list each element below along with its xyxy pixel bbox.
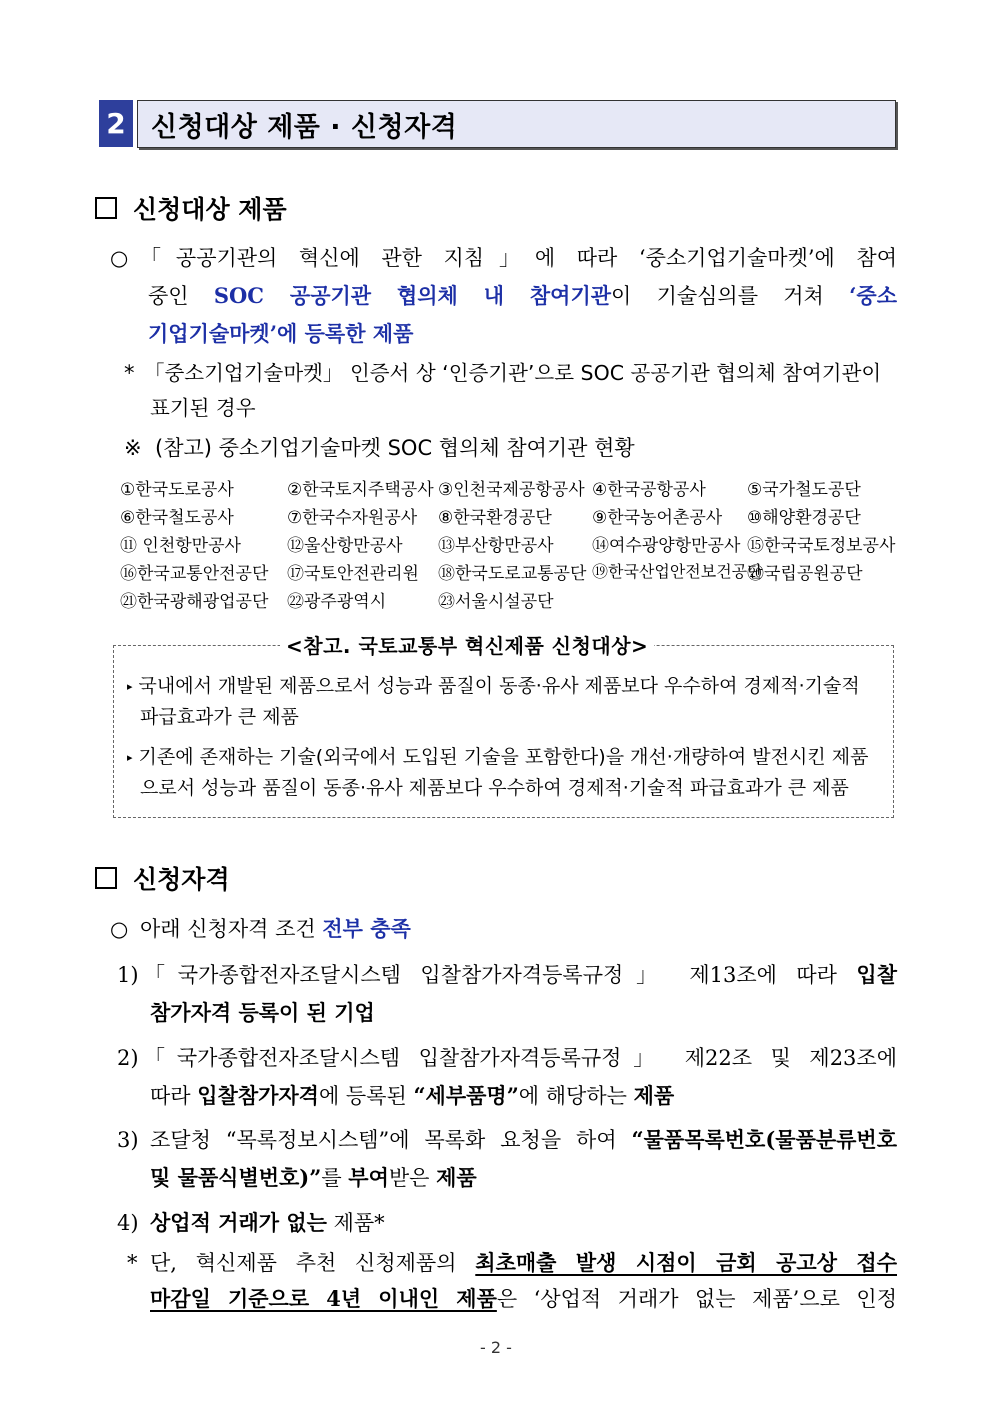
qualification-item-3-line-2: 및 물품식별번호)”를 부여받은 제품 (150, 1165, 477, 1190)
org-item: ⑥한국철도공사 (120, 508, 234, 528)
reference-line: (참고) 중소기업기술마켓 SOC 협의체 참여기관 현황 (155, 436, 635, 460)
section-number: 2 (99, 100, 133, 147)
triangle-bullet-icon: ▸ (127, 680, 133, 693)
org-item: ⑤국가철도공단 (747, 480, 861, 500)
org-item: ⑦한국수자원공사 (287, 508, 418, 528)
org-item: ⑳국립공원공단 (747, 564, 863, 584)
reference-item-2-line-1: ▸ 기존에 존재하는 기술(외국에서 도입된 기술을 포함한다)을 개선·개량하여 발전시킨 제품 (127, 746, 869, 768)
org-item: ⑱한국도로교통공단 (438, 564, 587, 584)
org-item: ㉓서울시설공단 (438, 592, 554, 612)
page-number: - 2 - (480, 1338, 512, 1357)
checkbox-square-icon (95, 197, 117, 219)
qualification-heading: 신청자격 (95, 860, 230, 896)
qualification-intro: 아래 신청자격 조건 전부 충족 (140, 916, 411, 941)
org-item: ⑲한국산업안전보건공단 (592, 562, 763, 581)
soc-agencies-emphasis: SOC 공공기관 협의체 내 참여기관 (213, 283, 612, 308)
products-note-mark: * (124, 361, 135, 385)
org-item: ⑪ 인천항만공사 (120, 536, 241, 556)
qualification-note-line-1: 단, 혁신제품 추천 신청제품의 최초매출 발생 시점이 금회 공고상 접수 (150, 1250, 897, 1275)
org-item: ㉒광주광역시 (287, 592, 387, 612)
org-item: ⑨한국농어촌공사 (592, 508, 723, 528)
qualification-note-line-2: 마감일 기준으로 4년 이내인 제품은 ‘상업적 거래가 없는 제품’으로 인정 (150, 1286, 897, 1311)
products-line-2: 중인 SOC 공공기관 협의체 내 참여기관이 기술심의를 거쳐 ‘중소 (148, 283, 897, 308)
reference-mark: ※ (124, 436, 142, 460)
products-note-line-1: 「중소기업기술마켓」 인증서 상 ‘인증기관’으로 SOC 공공기관 협의체 참여기관이 (144, 361, 882, 385)
qualification-item-2-line-1: 「국가종합전자조달시스템 입찰참가자격등록규정」 제22조 및 제23조에 (144, 1046, 897, 1070)
org-item: ⑫울산항만공사 (287, 536, 403, 556)
reference-item-2-line-2: 으로서 성능과 품질이 동종·유사 제품보다 우수하여 경제적·기술적 파급효과가 큰 제품 (140, 777, 849, 799)
products-line-1: 「공공기관의 혁신에 관한 지침」에 따라 ‘중소기업기술마켓’에 참여 (140, 246, 897, 270)
qualification-item-1-line-2: 참가자격 등록이 된 기업 (150, 1000, 375, 1025)
org-item: ⑧한국환경공단 (438, 508, 552, 528)
qualification-item-1-number: 1) (117, 963, 139, 987)
qualification-note-mark: * (127, 1251, 138, 1275)
qualification-item-3-line-1: 조달청 “목록정보시스템”에 목록화 요청을 하여 “물품목록번호(물품분류번호 (150, 1127, 897, 1152)
org-item: ②한국토지주택공사 (287, 480, 434, 500)
org-item: ⑯한국교통안전공단 (120, 564, 269, 584)
qualification-item-1-line-1: 「국가종합전자조달시스템 입찰참가자격등록규정」 제13조에 따라 입찰 (144, 962, 897, 987)
products-heading: 신청대상 제품 (95, 190, 287, 226)
reference-box-title: <참고. 국토교통부 혁신제품 신청대상> (280, 630, 654, 659)
org-item: ⑰국토안전관리원 (287, 564, 419, 584)
triangle-bullet-icon: ▸ (127, 751, 133, 764)
org-item: ③인천국제공항공사 (438, 480, 585, 500)
products-bullet: ○ (110, 246, 129, 270)
qualification-item-2-number: 2) (117, 1046, 139, 1070)
org-item: ①한국도로공사 (120, 480, 234, 500)
org-item: ⑭여수광양항만공사 (592, 536, 741, 556)
qualification-item-4-number: 4) (117, 1211, 139, 1235)
qualification-bullet: ○ (110, 917, 129, 941)
reference-item-1-line-2: 파급효과가 큰 제품 (140, 706, 299, 728)
section-title: 신청대상 제품 · 신청자격 (151, 111, 458, 143)
qualification-item-3-number: 3) (117, 1128, 139, 1152)
reference-item-1-line-1: ▸ 국내에서 개발된 제품으로서 성능과 품질이 동종·유사 제품보다 우수하여 경제적·기술적 (127, 675, 860, 697)
checkbox-square-icon (95, 867, 117, 889)
products-line-3: 기업기술마켓’에 등록한 제품 (148, 321, 414, 346)
org-item: ㉑한국광해광업공단 (120, 592, 269, 612)
org-item: ④한국공항공사 (592, 480, 706, 500)
qualification-item-4-line: 상업적 거래가 없는 제품* (150, 1210, 385, 1235)
org-item: ⑮한국국토정보공사 (747, 536, 896, 556)
products-note-line-2: 표기된 경우 (150, 396, 256, 420)
section-title-box (137, 100, 896, 148)
org-item: ⑩해양환경공단 (747, 508, 861, 528)
org-item: ⑬부산항만공사 (438, 536, 554, 556)
qualification-item-2-line-2: 따라 입찰참가자격에 등록된 “세부품명”에 해당하는 제품 (150, 1083, 675, 1108)
